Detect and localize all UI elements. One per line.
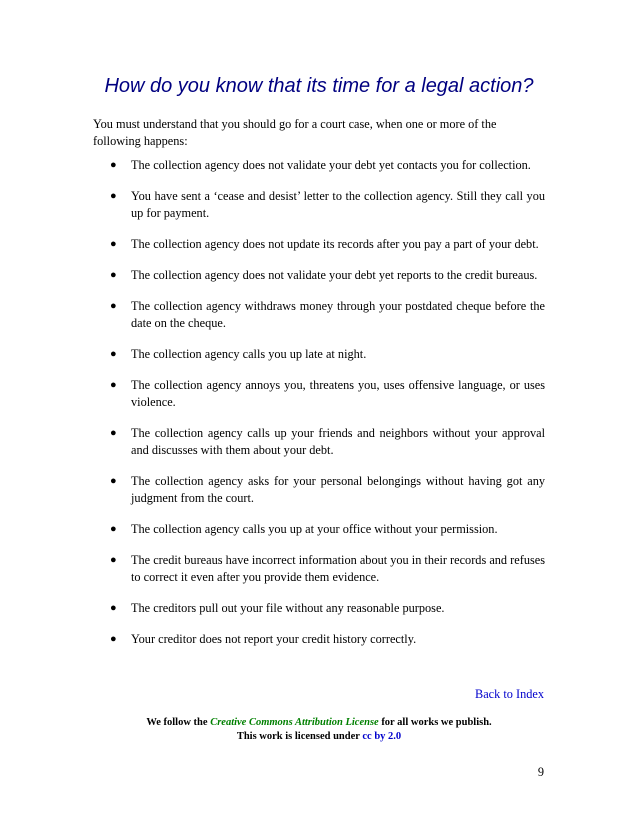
list-item-text: You have sent a ‘cease and desist’ letter to the collection agency. Still they call you up for payment. (131, 189, 545, 220)
bullet-icon: ● (110, 238, 117, 250)
bullet-icon: ● (110, 190, 117, 202)
page-title: How do you know that its time for a legal action? (104, 75, 534, 97)
list-item-text: The collection agency asks for your personal belongings without having got any judgment from the court. (131, 474, 545, 505)
list-item (93, 157, 545, 174)
bullet-icon: ● (110, 633, 117, 645)
bullet-icon: ● (110, 523, 117, 535)
bullet-icon: ● (110, 475, 117, 487)
list-item (93, 425, 545, 459)
list-item (93, 600, 545, 617)
list-item-text: The collection agency withdraws money through your postdated cheque before the date on the cheque. (131, 299, 545, 330)
list-item (93, 298, 545, 332)
license-notice (0, 716, 638, 744)
list-item-text: The collection agency calls up your friends and neighbors without your approval and discusses with them about your debt. (131, 426, 545, 457)
bullet-icon: ● (110, 269, 117, 281)
list-item-text: The collection agency does not validate your debt yet contacts you for collection. (131, 158, 531, 172)
list-item (93, 631, 545, 648)
license-text-suffix: for all works we publish. (378, 717, 492, 728)
list-item (93, 236, 545, 253)
bullet-icon: ● (110, 159, 117, 171)
list-item (93, 188, 545, 222)
bullet-icon: ● (110, 300, 117, 312)
license-text-prefix: We follow the (146, 717, 211, 728)
intro-paragraph: You must understand that you should go for a court case, when one or more of the following happens: (93, 117, 497, 148)
list-item-text: The credit bureaus have incorrect information about you in their records and refuses to correct it even after you provide them evidence. (131, 553, 545, 584)
creative-commons-link[interactable]: Creative Commons Attribution License (210, 717, 379, 728)
list-item (93, 377, 545, 411)
list-item (93, 521, 545, 538)
back-to-index-link[interactable]: Back to Index (475, 687, 544, 701)
list-item (93, 267, 545, 284)
bullet-list (93, 157, 545, 662)
list-item-text: The collection agency does not validate your debt yet reports to the credit bureaus. (131, 268, 538, 282)
bullet-icon: ● (110, 427, 117, 439)
bullet-icon: ● (110, 348, 117, 360)
list-item-text: The collection agency annoys you, threatens you, uses offensive language, or uses violence. (131, 378, 545, 409)
list-item-text: The collection agency does not update its records after you pay a part of your debt. (131, 237, 539, 251)
list-item-text: The collection agency calls you up late at night. (131, 347, 367, 361)
license-line-1 (0, 716, 638, 730)
bullet-icon: ● (110, 379, 117, 391)
license-line-2 (0, 730, 638, 744)
list-item-text: The collection agency calls you up at your office without your permission. (131, 522, 498, 536)
cc-by-link[interactable]: cc by 2.0 (362, 731, 402, 742)
list-item (93, 346, 545, 363)
list-item-text: The creditors pull out your file without any reasonable purpose. (131, 601, 445, 615)
bullet-icon: ● (110, 554, 117, 566)
list-item (93, 552, 545, 586)
license-work-text: This work is licensed under (236, 731, 363, 742)
bullet-icon: ● (110, 602, 117, 614)
list-item-text: Your creditor does not report your credit history correctly. (131, 632, 417, 646)
list-item (93, 473, 545, 507)
page-number: 9 (537, 765, 544, 779)
